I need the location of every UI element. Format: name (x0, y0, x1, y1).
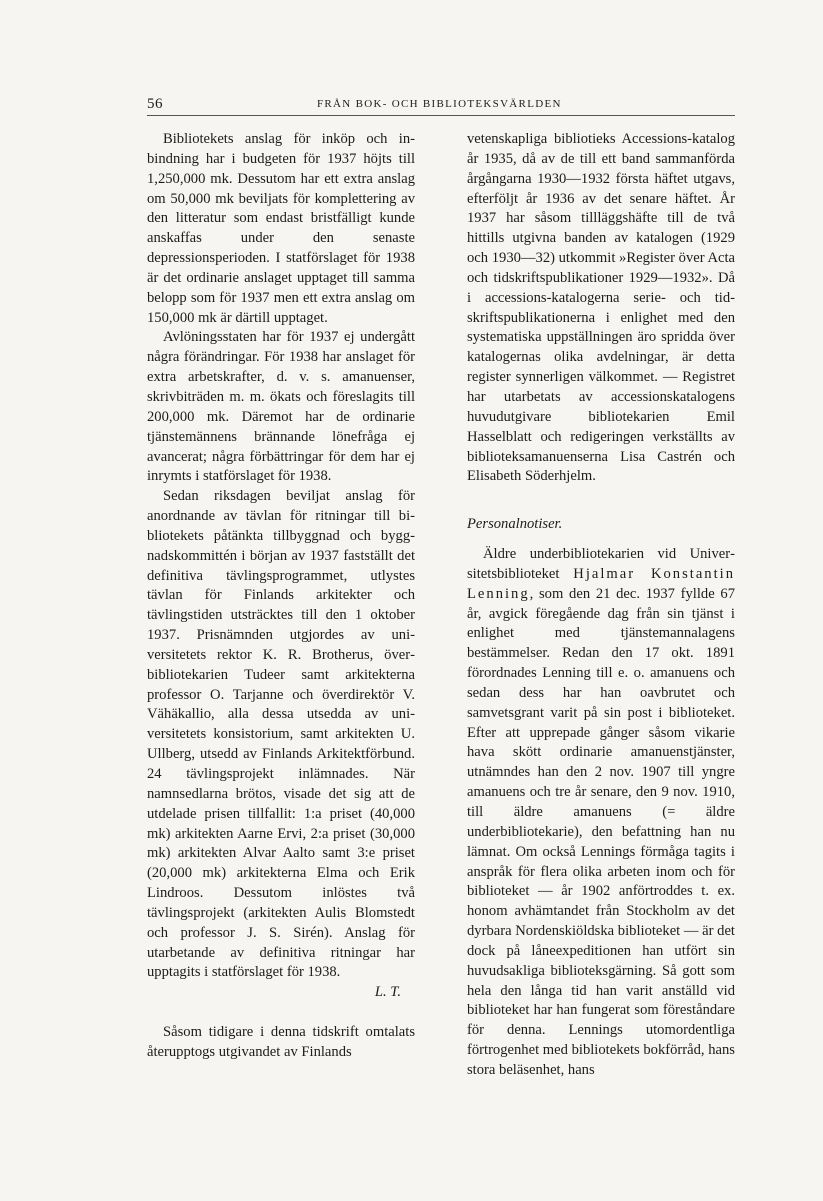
person-name: Hjalmar Konstantin Lenning (467, 565, 735, 602)
paragraph-lenning (467, 545, 735, 1081)
spacer (467, 487, 735, 515)
paragraph-salaries: Avlöningsstaten har för 1937 ej undergått några förändringar. För 1938 har anslaget för extra arbetskrafter, d. v. s. amanuenser, skrivbiträden m. m. ökats och föreslagits till 200,000 mk. Däremot har de ordinarie tjänstemännens brännande lönefråga ej avancerat; några förbättringar för dem har ej inrymts i statförslaget för 1938. (147, 329, 415, 485)
paragraph-budget: Bibliotekets anslag för inköp och inbindning har i budgeten för 1937 höjts till 1,250,000 mk. Dessutom har ett extra anslag om 50,000 mk beviljats för komplettering av den litteratur som endast bristfälligt kunde anskaffas under den senaste depressionsperioden. I statförslaget för 1938 är det ordinarie anslaget upptaget till samma belopp som för 1937 men ett extra anslag om 150,000 mk är därtill upptaget. (147, 131, 415, 326)
running-head (147, 96, 735, 116)
author-signature: L. T. (374, 984, 401, 1001)
header-rule (147, 115, 735, 116)
right-column (467, 130, 735, 1081)
left-column (147, 130, 415, 1063)
lenning-intro: Äldre underbibliotekarien vid Universitetsbiblioteket (467, 546, 735, 582)
paragraph-catalog-start: Såsom tidigare i denna tidskrift omtalats återupptogs utgivandet av Finlands (147, 1024, 415, 1060)
section-title-personal-notes: Personalnotiser. (467, 516, 563, 533)
spacer (467, 535, 735, 545)
paragraph-competition: Sedan riksdagen beviljat anslag för anordnande av tävlan för ritningar till bibliotekets påtänkta tillbyggnad och byggnadskommittén i början av 1937 fastställt det definitiva tävlingsprogrammet, utlystes tävlan för Finlands arkitekter och tävlingstiden utsträcktes till den 1 oktober 1937. Prisnämnden utgjordes av universitetets rektor K. R. Brotherus, överbibliotekarien Tudeer samt arkitekterna professor O. Tarjanne och överdirektör V. Vähäkallio, alla dessa utsedda av universitetets konsistorium, samt arkitekten U. Ullberg, utsedd av Finlands Arkitektförbund. 24 tävlingsprojekt inlämnades. När namnsedlarna brötos, visade det sig att de utdelade prisen tillfallit: 1:a priset (40,000 mk) arkitekten Aarne Ervi, 2:a priset (30,000 mk) arkitekten Alvar Aalto samt 3:e priset (20,000 mk) arkitekterna Elma och Erik Lindroos. Dessutom inlöstes två tävlingsprojekt (arkitekten Aulis Blomstedt och professor J. S. Sirén). Anslag för utarbetande av definitiva ritningar har upptagits i statförslaget för 1938. (147, 488, 415, 981)
spacer (147, 1003, 415, 1023)
page-number: 56 (147, 96, 163, 112)
running-title: FRÅN BOK- OCH BIBLIOTEKSVÄRLDEN (317, 98, 562, 110)
paragraph-catalog-continued: vetenskapliga bibliotieks Accessions-katalog år 1935, då av de till ett band sammanförda årgångarna 1930—1932 första häftet utgavs, efterföljt år 1936 av det senare häftet. År 1937 har såsom tillläggshäfte till de två hittills utgivna banden av katalogen (1929 och 1930—32) utkommit »Register över Acta och tidskriftspublikationer 1929—1932». Då i accessions-katalogerna serie- och tidskriftspublikationerna i enlighet med den systematiska uppställningen äro spridda över katalogernas olika avdelningar, är detta register synnerligen välkommet. — Registret har utarbetats av accessionskatalogens huvudutgivare bibliotekarien Emil Hasselblatt och redigeringen verkställts av biblioteksamanuenserna Lisa Castrén och Elisabeth Söderhjelm. (467, 131, 735, 485)
lenning-text: , som den 21 dec. 1937 fyllde 67 år, avgick föregående dag från sin tjänst i enlighet med tjänstemannalagens bestämmelser. Redan den 17 okt. 1891 förordnades Lenning till e. o. amanuens och sedan dess har han oavbrutet och samvetsgrant varit på sin post i biblioteket. Efter att upprepade gånger såsom vikarie hava skött ordinarie amanuenstjänster, utnämndes han den 2 nov. 1907 till yngre amanuens och tre år senare, den 9 nov. 1910, till äldre amanuens (= äldre underbibliotekarie), den befattning han nu lämnat. Om också Lennings förmåga tagits i anspråk för flera olika arbeten inom och för biblioteket — år 1902 anförtroddes t. ex. honom avhämtandet från Stockholm av det dyrbara Nordenskiöldska biblioteket — är det dock på låneexpeditionen han utfört sin huvudsakliga biblioteksgärning. Så gott som hela den långa tid han varit anställd vid biblioteket har han fungerat som föreståndare för denna. Lennings utomordentliga förtrogenhet med bibliotekets bokförråd, hans stora beläsenhet, hans (467, 585, 735, 1078)
